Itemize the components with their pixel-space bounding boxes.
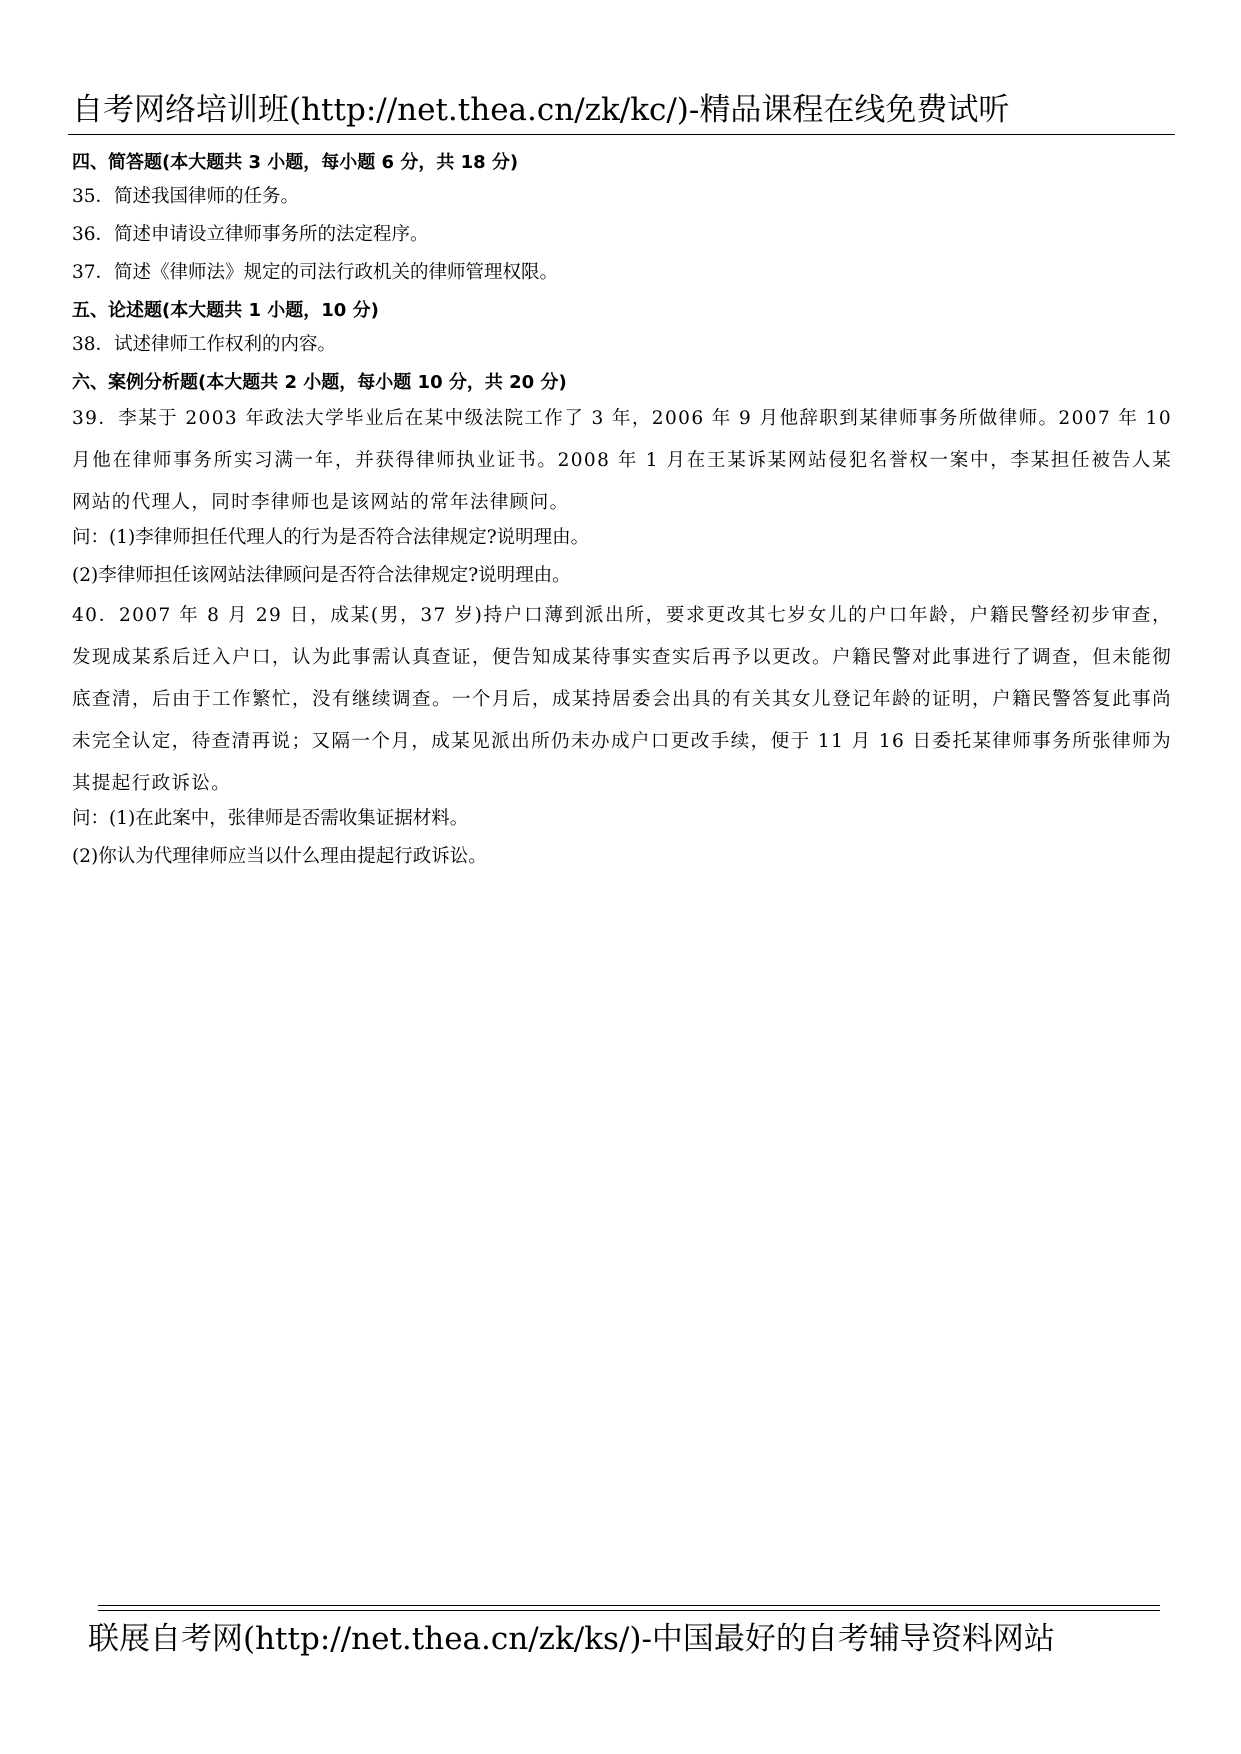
question-35: 35．简述我国律师的任务。: [72, 186, 300, 207]
page-header: 自考网络培训班(http://net.thea.cn/zk/kc/)-精品课程在线免费试听: [72, 92, 1010, 128]
footer-rule: [98, 1605, 1160, 1611]
question-39-ask-2: (2)李律师担任该网站法律顾问是否符合法律规定?说明理由。: [72, 565, 571, 586]
question-40-ask-2: (2)你认为代理律师应当以什么理由提起行政诉讼。: [72, 846, 487, 867]
page-footer: 联展自考网(http://net.thea.cn/zk/ks/)-中国最好的自考辅导资料网站: [88, 1621, 1055, 1657]
section-heading-short-answer: 四、简答题(本大题共 3 小题，每小题 6 分，共 18 分): [72, 152, 519, 173]
question-38: 38．试述律师工作权利的内容。: [72, 334, 337, 355]
question-39-ask-1: 问：(1)李律师担任代理人的行为是否符合法律规定?说明理由。: [72, 527, 590, 548]
question-40-body: 40．2007 年 8 月 29 日，成某(男，37 岁)持户口薄到派出所，要求更改其七岁女儿的户口年龄，户籍民警经初步审查，发现成某系后迁入户口，认为此事需认真查证，便告知成某待事实查实后再予以更改。户籍民警对此事进行了调查，但未能彻底查清，后由于工作繁忙，没有继续调查。一个月后，成某持居委会出具的有关其女儿登记年龄的证明，户籍民警答复此事尚未完全认定，待查清再说；又隔一个月，成某见派出所仍未办成户口更改手续，便于 11 月 16 日委托某律师事务所张律师为其提起行政诉讼。: [72, 605, 1172, 794]
question-39-body: 39．李某于 2003 年政法大学毕业后在某中级法院工作了 3 年，2006 年 9 月他辞职到某律师事务所做律师。2007 年 10 月他在律师事务所实习满一年，并获得律师执业证书。2008 年 1 月在王某诉某网站侵犯名誉权一案中，李某担任被告人某网站的代理人，同时李律师也是该网站的常年法律顾问。: [72, 408, 1172, 513]
question-36: 36．简述申请设立律师事务所的法定程序。: [72, 224, 429, 245]
section-heading-case: 六、案例分析题(本大题共 2 小题，每小题 10 分，共 20 分): [72, 372, 567, 393]
section-heading-essay: 五、论述题(本大题共 1 小题，10 分): [72, 300, 379, 321]
document-body: [72, 146, 1172, 883]
question-40-ask-1: 问：(1)在此案中，张律师是否需收集证据材料。: [72, 808, 469, 829]
question-37: 37．简述《律师法》规定的司法行政机关的律师管理权限。: [72, 262, 559, 283]
header-rule: [68, 134, 1175, 135]
